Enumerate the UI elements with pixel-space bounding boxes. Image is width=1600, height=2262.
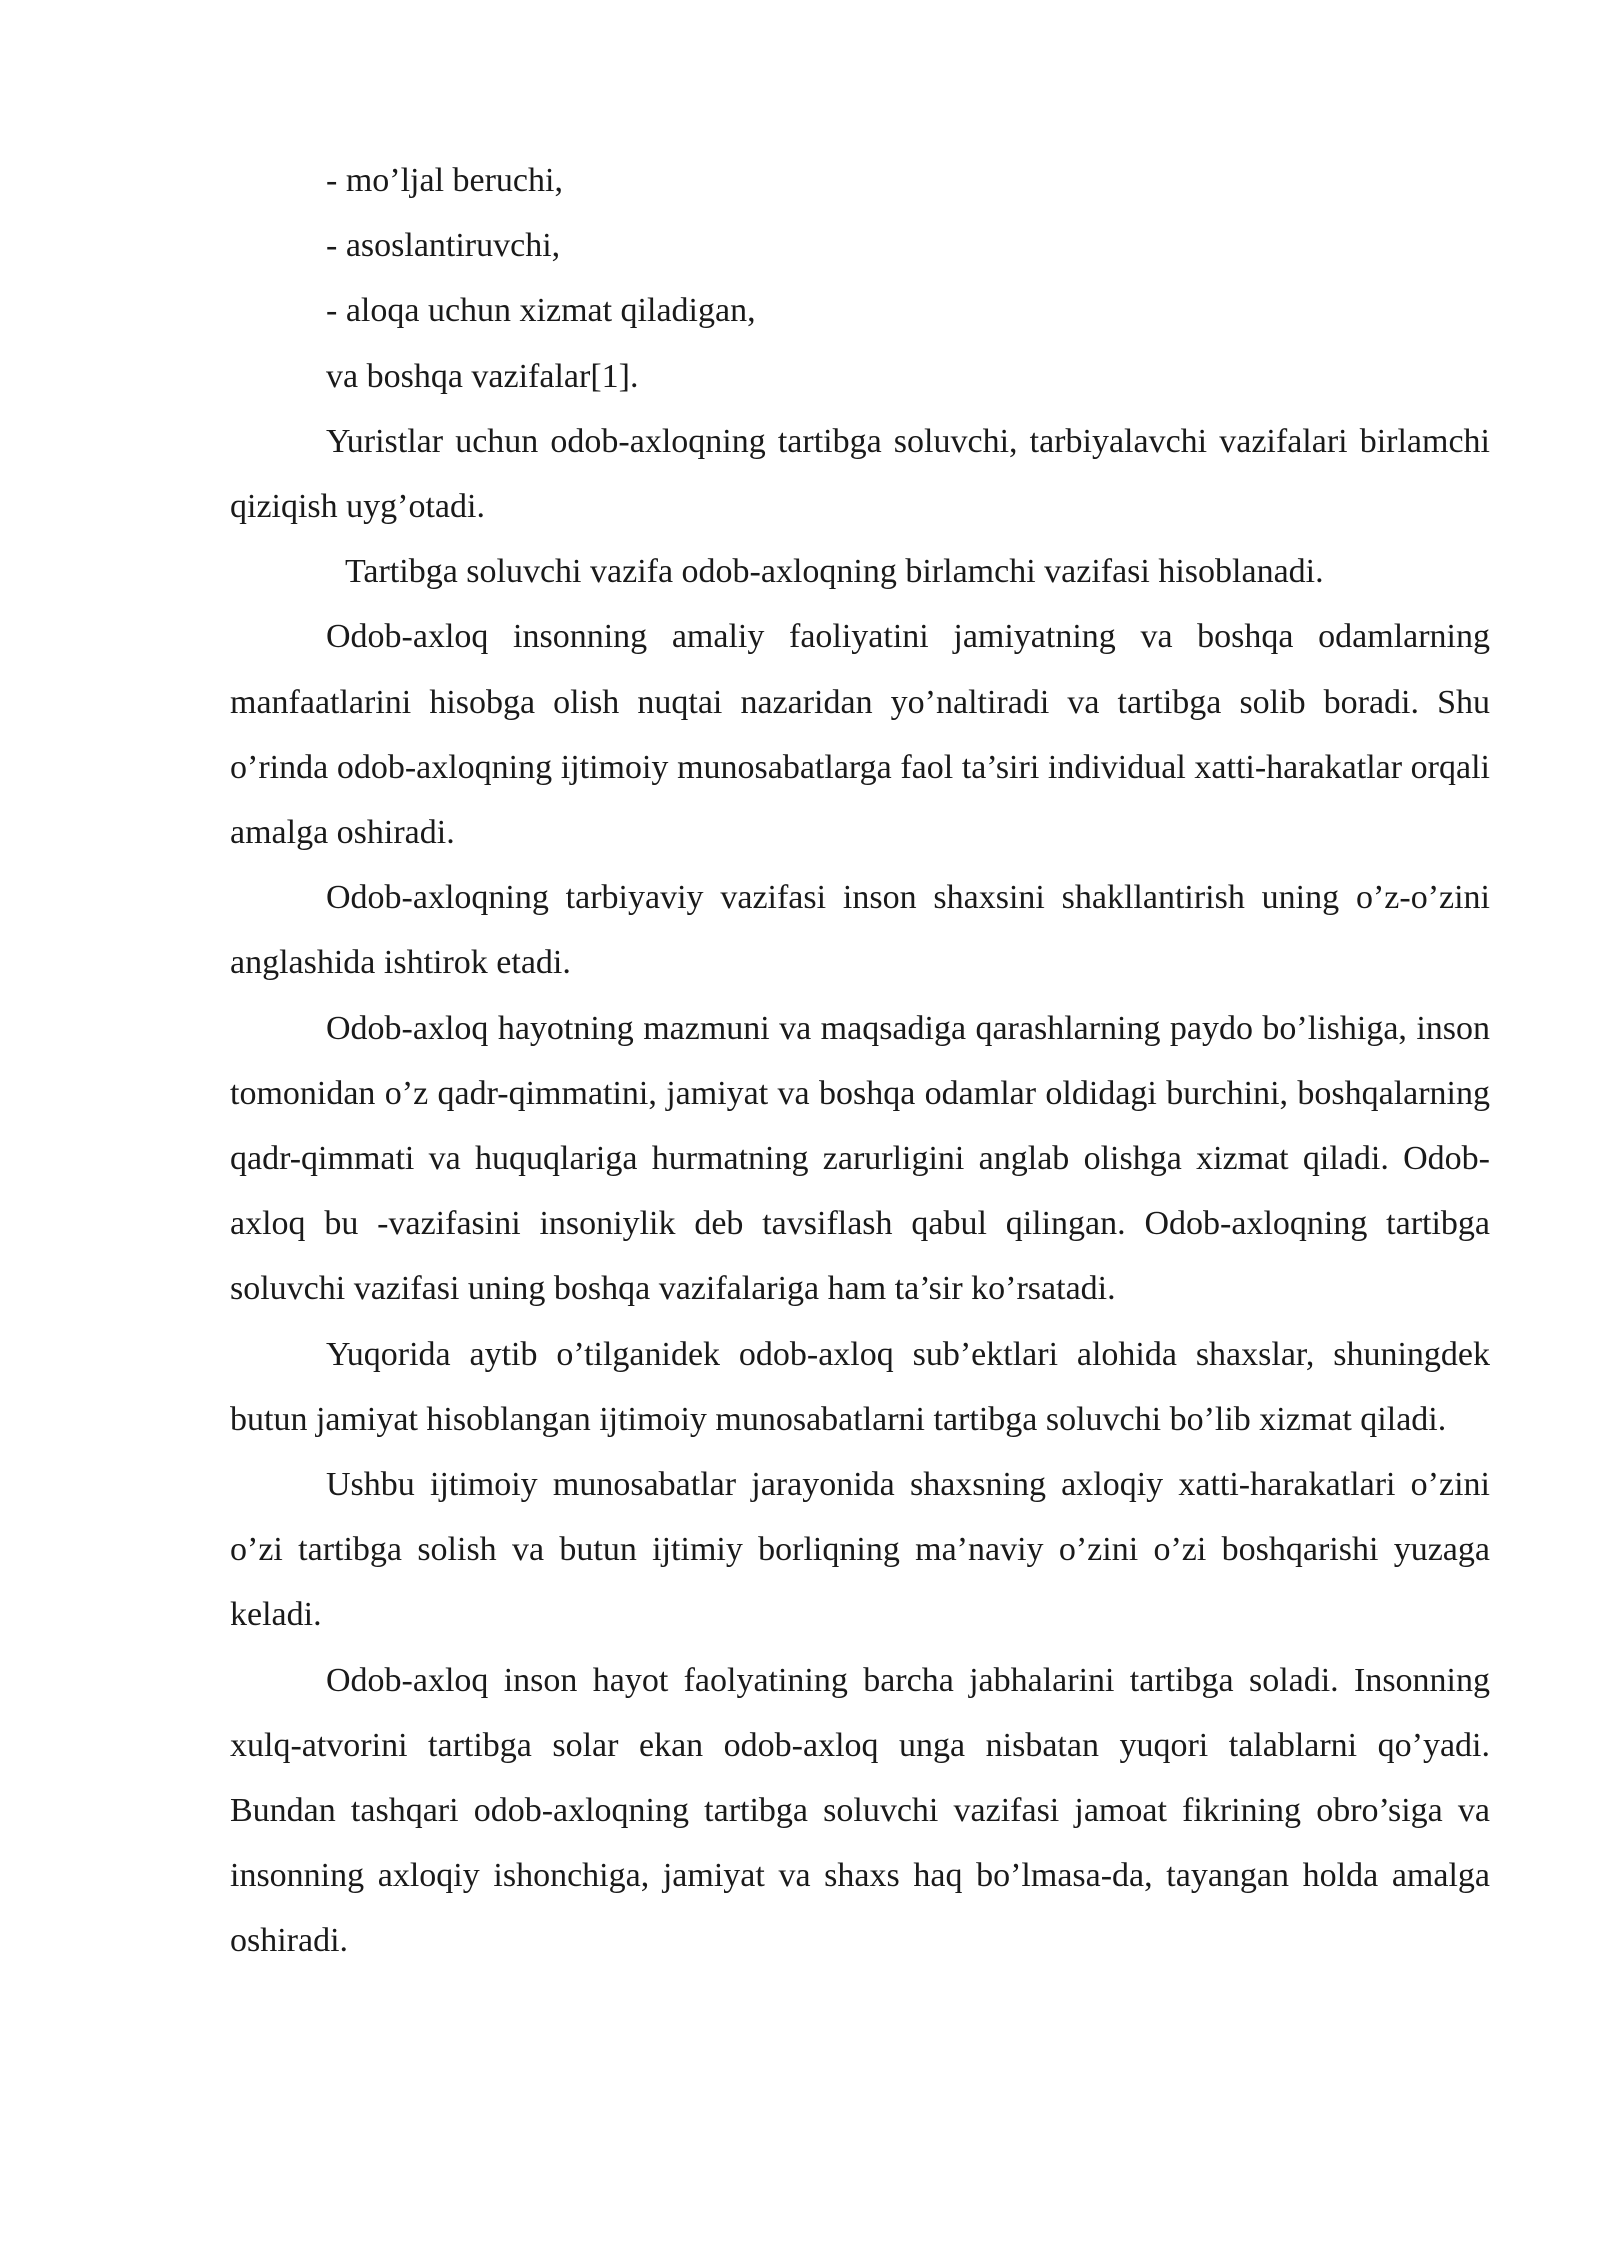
list-item: - asoslantiruvchi, xyxy=(326,227,561,265)
body-text xyxy=(230,148,1490,1974)
paragraph: Tartibga soluvchi vazifa odob-axloqning birlamchi vazifasi hisoblanadi. xyxy=(345,553,1324,591)
paragraph: Odob-axloq inson hayot faolyatining barcha jabhalarini tartibga soladi. Insonning xulq-atvorini tartibga solar ekan odob-axloq unga nisbatan yuqori talablarni qo’yadi. Bundan tashqari odob-axloqning tartibga soluvchi vazifasi jamoat fikrining obro’siga va insonning axloqiy ishonchiga, jamiyat va shaxs haq bo’lmasa-da, tayangan holda amalga oshiradi. xyxy=(230,1661,1490,1960)
paragraph: Ushbu ijtimoiy munosabatlar jarayonida shaxsning axloqiy xatti-harakatlari o’zini o’zi tartibga solish va butun ijtimiy borliqning ma’naviy o’zini o’zi boshqarishi yuzaga keladi. xyxy=(230,1466,1490,1634)
paragraph: Odob-axloqning tarbiyaviy vazifasi inson shaxsini shakllantirish uning o’z-o’zini anglashida ishtirok etadi. xyxy=(230,879,1490,982)
paragraph: Yuqorida aytib o’tilganidek odob-axloq sub’ektlari alohida shaxslar, shuningdek butun jamiyat hisoblangan ijtimoiy munosabatlarni tartibga soluvchi bo’lib xizmat qiladi. xyxy=(230,1335,1490,1438)
paragraph: Yuristlar uchun odob-axloqning tartibga soluvchi, tarbiyalavchi vazifalari birlamchi qiziqish uyg’otadi. xyxy=(230,422,1490,526)
list-item: - aloqa uchun xizmat qiladigan, xyxy=(326,292,756,330)
list-item: va boshqa vazifalar[1]. xyxy=(326,357,639,395)
list-item: - mo’ljal beruchi, xyxy=(326,162,563,199)
paragraph: Odob-axloq hayotning mazmuni va maqsadiga qarashlarning paydo bo’lishiga, inson tomonidan o’z qadr-qimmatini, jamiyat va boshqa odamlar oldidagi burchini, boshqalarning qadr-qimmati va huquqlariga hurmatning zarurligini anglab olishga xizmat qiladi. Odob-axloq bu -vazifasini insoniylik deb tavsiflash qabul qilingan. Odob-axloqning tartibga soluvchi vazifasi uning boshqa vazifalariga ham ta’sir ko’rsatadi. xyxy=(230,1009,1490,1308)
paragraph: Odob-axloq insonning amaliy faoliyatini jamiyatning va boshqa odamlarning manfaatlarini hisobga olish nuqtai nazaridan yo’naltiradi va tartibga solib boradi. Shu o’rinda odob-axloqning ijtimoiy munosabatlarga faol ta’siri individual xatti-harakatlar orqali amalga oshiradi. xyxy=(230,618,1490,852)
